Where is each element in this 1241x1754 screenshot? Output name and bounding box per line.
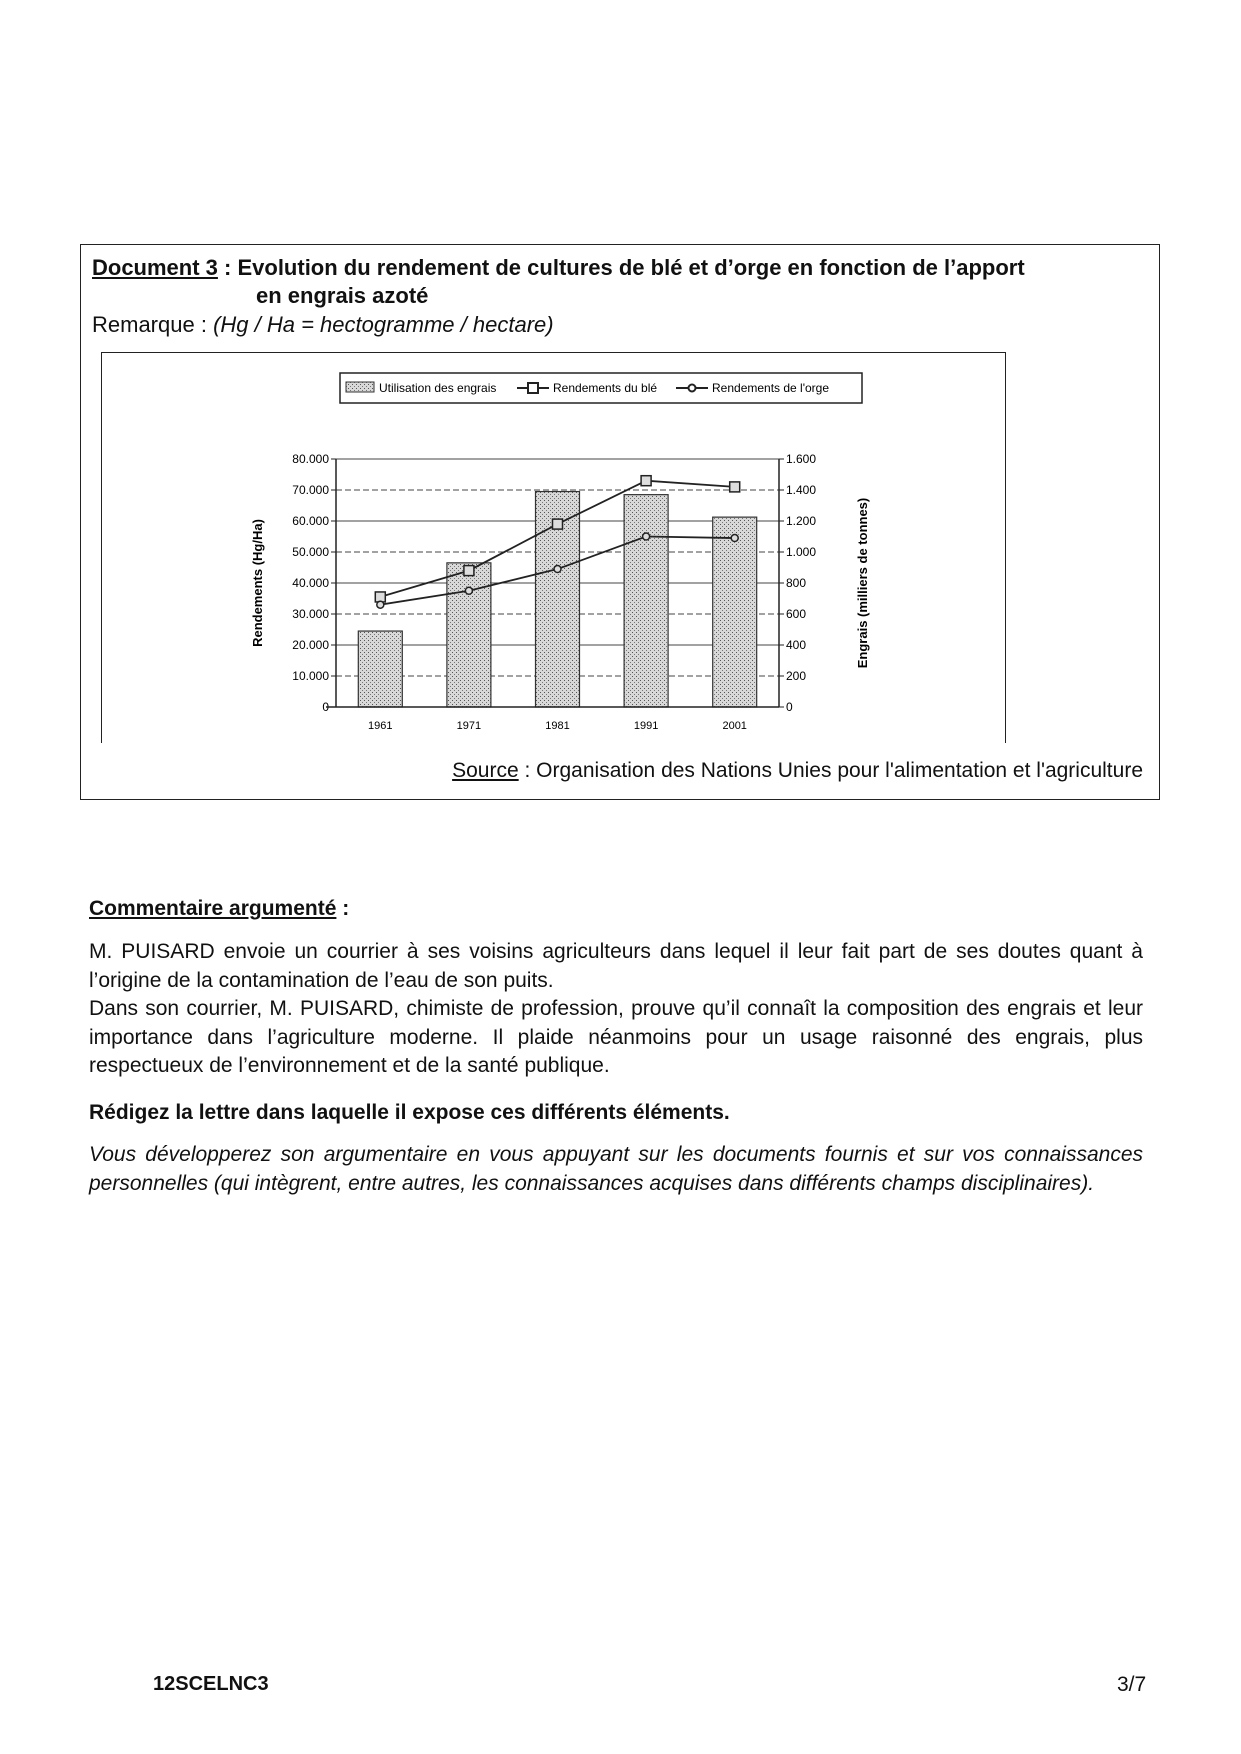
y-tick-label: 50.000: [292, 545, 329, 559]
remark-label: Remarque :: [92, 312, 214, 337]
legend-marker-circle: [689, 385, 696, 392]
instruction: Rédigez la lettre dans laquelle il expose ces différents éléments.: [89, 1101, 730, 1124]
y2-tick-label: 1.400: [786, 483, 817, 497]
source-text: : Organisation des Nations Unies pour l'alimentation et l'agriculture: [518, 759, 1143, 782]
x-tick-label: 1981: [545, 720, 570, 732]
legend-label-ble: Rendements du blé: [553, 381, 658, 395]
point-ble: [641, 476, 651, 486]
y2-tick-label: 800: [786, 576, 807, 590]
legend-label-engrais: Utilisation des engrais: [379, 381, 497, 395]
remark-text: (Hg / Ha = hectogramme / hectare): [213, 312, 554, 337]
y-tick-label: 10.000: [292, 669, 329, 683]
guidance: Vous développerez son argumentaire en vous appuyant sur les documents fournis et sur vos connaissances personnelles (qui intègrent, entre autres, les connaissances acquises dans différents champs disciplinaires).: [89, 1143, 1143, 1195]
y2-tick-label: 600: [786, 607, 807, 621]
commentary-heading-text: Commentaire argumenté: [89, 897, 337, 920]
x-tick-label: 1961: [368, 720, 393, 732]
point-ble: [464, 566, 474, 576]
commentary-heading: [89, 897, 349, 921]
y-tick-label: 0: [322, 700, 329, 714]
legend: [346, 381, 829, 395]
y2-tick-label: 400: [786, 638, 807, 652]
document-label: Document 3: [92, 255, 218, 280]
point-orge: [465, 587, 472, 594]
x-tick-label: 1991: [633, 720, 659, 732]
y-tick-label: 70.000: [292, 483, 329, 497]
bar-engrais: [358, 631, 402, 707]
point-orge: [643, 533, 650, 540]
x-tick-label: 2001: [722, 720, 747, 732]
point-orge: [731, 535, 738, 542]
y-tick-label: 80.000: [292, 452, 329, 466]
y-tick-label: 20.000: [292, 638, 329, 652]
y2-axis-label: Engrais (milliers de tonnes): [855, 497, 870, 669]
legend-marker-square: [528, 383, 538, 393]
footer-page-number: 3/7: [1117, 1673, 1147, 1696]
legend-label-orge: Rendements de l'orge: [712, 381, 830, 395]
y2-tick-label: 1.000: [786, 545, 817, 559]
bar-engrais: [624, 495, 668, 707]
point-ble: [730, 482, 740, 492]
y-axis-label: Rendements (Hg/Ha): [250, 519, 265, 647]
source-label: Source: [452, 759, 519, 782]
paragraph-1: M. PUISARD envoie un courrier à ses voisins agriculteurs dans lequel il leur fait part de ses doutes quant à l’origine de la contamination de l’eau de son puits.: [89, 940, 1143, 992]
y2-tick-label: 1.600: [786, 452, 817, 466]
y-tick-label: 30.000: [292, 607, 329, 621]
y2-tick-label: 200: [786, 669, 807, 683]
document-title-line2: en engrais azoté: [256, 283, 429, 308]
bar-engrais: [447, 563, 491, 707]
document-title-text: : Evolution du rendement de cultures de blé et d’orge en fonction de l’apport: [217, 255, 1025, 280]
source-line: [452, 759, 1143, 783]
legend-swatch-bar: [346, 382, 374, 392]
y2-tick-label: 1.200: [786, 514, 817, 528]
footer-code: 12SCELNC3: [153, 1673, 269, 1695]
bar-engrais: [713, 517, 757, 707]
chart: [0, 0, 1241, 800]
paragraph-2: Dans son courrier, M. PUISARD, chimiste de profession, prouve qu’il connaît la composition des engrais et leur importance dans l’agriculture moderne. Il plaide néanmoins pour un usage raisonné des engrais, plus respectueux de l’environnement et de la santé publique.: [89, 997, 1143, 1078]
x-tick-label: 1971: [456, 720, 482, 732]
y2-tick-label: 0: [786, 700, 793, 714]
point-orge: [554, 566, 561, 573]
point-orge: [377, 601, 384, 608]
point-ble: [553, 519, 563, 529]
y-tick-label: 60.000: [292, 514, 329, 528]
y-tick-label: 40.000: [292, 576, 329, 590]
heading-suffix: :: [336, 897, 350, 920]
